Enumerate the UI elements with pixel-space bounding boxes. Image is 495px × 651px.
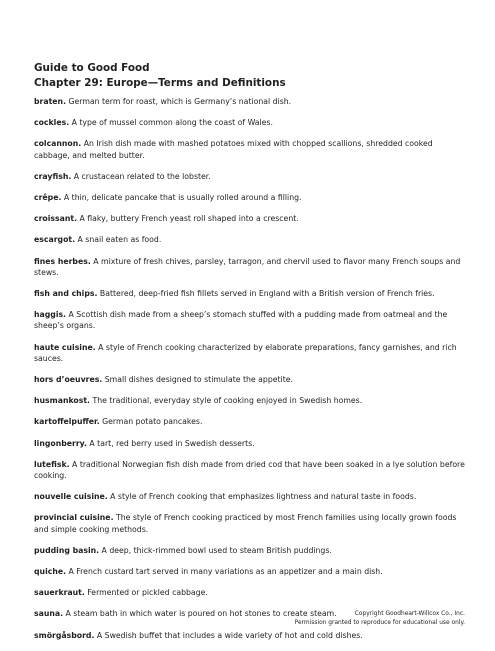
glossary-entry-fish-and-chips: [34, 288, 466, 299]
glossary-definition: A crustacean related to the lobster.: [71, 171, 211, 181]
glossary-entry-haggis: [34, 309, 466, 331]
glossary-term: croissant.: [34, 214, 78, 224]
glossary-term: nouvelle cuisine.: [34, 492, 108, 502]
glossary-definition: A style of French cooking that emphasizes lightness and natural taste in foods.: [107, 492, 417, 502]
glossary-definition: The traditional, everyday style of cooking enjoyed in Swedish homes.: [90, 396, 363, 406]
glossary-term: haggis.: [34, 310, 67, 320]
glossary-definition: A Scottish dish made from a sheep’s stomach stuffed with a pudding made from oatmeal and the sheep’s organs.: [34, 310, 448, 331]
glossary-entry-fines-herbes: [34, 256, 466, 278]
glossary-term: sauerkraut.: [34, 588, 85, 598]
glossary-term: smörgåsbord.: [34, 630, 95, 640]
glossary-term: quiche.: [34, 567, 67, 577]
glossary-definition: A tart, red berry used in Swedish desserts.: [86, 438, 255, 448]
terms-list: [34, 96, 466, 651]
glossary-term: crêpe.: [34, 193, 62, 203]
glossary-term: sauna.: [34, 609, 64, 619]
glossary-definition: A snail eaten as food.: [75, 235, 162, 245]
glossary-entry-sauerkraut: [34, 587, 466, 598]
glossary-definition: German term for roast, which is Germany’s national dish.: [66, 97, 292, 106]
glossary-term: crayfish.: [34, 171, 72, 181]
glossary-term: fines herbes.: [34, 256, 91, 266]
glossary-entry-croissant: [34, 213, 466, 224]
glossary-definition: The style of French cooking practiced by most French families using locally grown foods and simple cooking methods.: [34, 513, 457, 534]
glossary-definition: A steam bath in which water is poured on hot stones to create steam.: [63, 609, 337, 619]
chapter-title: Chapter 29: Europe—Terms and Definitions: [34, 77, 286, 89]
glossary-definition: German potato pancakes.: [99, 417, 203, 427]
glossary-entry-braten: [34, 96, 466, 107]
page-footer: [295, 610, 465, 627]
glossary-definition: A traditional Norwegian fish dish made from dried cod that have been soaked in a lye solution before cooking.: [34, 459, 465, 481]
glossary-term: lingonberry.: [34, 438, 87, 448]
glossary-term: escargot.: [34, 235, 76, 245]
glossary-entry-lutefisk: [34, 459, 466, 481]
glossary-definition: A deep, thick-rimmed bowl used to steam British puddings.: [99, 545, 332, 555]
glossary-definition: A French custard tart served in many variations as an appetizer and a main dish.: [66, 567, 383, 577]
glossary-term: provincial cuisine.: [34, 513, 114, 523]
glossary-entry-husmankost: [34, 395, 466, 406]
glossary-definition: Battered, deep-fried fish fillets served in England with a British version of French fries.: [97, 289, 435, 299]
glossary-entry-cockles: [34, 117, 466, 128]
glossary-definition: A style of French cooking characterized by elaborate preparations, fancy garnishes, and rich sauces.: [34, 342, 457, 363]
glossary-term: fish and chips.: [34, 289, 98, 299]
glossary-definition: Fermented or pickled cabbage.: [84, 588, 208, 598]
glossary-entry-provincial-cuisine: [34, 512, 466, 534]
glossary-term: husmankost.: [34, 396, 91, 406]
glossary-definition: Small dishes designed to stimulate the appetite.: [102, 375, 293, 385]
glossary-definition: A type of mussel common along the coast of Wales.: [69, 118, 273, 128]
glossary-term: kartoffelpuffer.: [34, 417, 100, 427]
glossary-entry-quiche: [34, 566, 466, 577]
guide-title: Guide to Good Food: [34, 62, 150, 74]
glossary-entry-lingonberry: [34, 438, 466, 449]
glossary-entry-haute-cuisine: [34, 342, 466, 364]
page-header: [34, 61, 464, 91]
permission-notice: Permission granted to reproduce for educational use only.: [294, 619, 465, 626]
glossary-entry-crepe: [34, 192, 466, 203]
glossary-term: colcannon.: [34, 139, 82, 149]
glossary-entry-smorgasbord: [34, 630, 466, 641]
glossary-entry-escargot: [34, 234, 466, 245]
glossary-definition: A mixture of fresh chives, parsley, tarragon, and chervil used to flavor many French soups and stews.: [34, 256, 461, 277]
glossary-term: hors d’oeuvres.: [34, 375, 103, 385]
glossary-term: pudding basin.: [34, 545, 100, 555]
glossary-term: braten.: [34, 97, 67, 106]
glossary-term: haute cuisine.: [34, 342, 96, 352]
glossary-entry-kartoffelpuffer: [34, 416, 466, 427]
glossary-entry-nouvelle-cuisine: [34, 491, 466, 502]
glossary-definition: A Swedish buffet that includes a wide variety of hot and cold dishes.: [94, 630, 363, 640]
glossary-definition: A thin, delicate pancake that is usually rolled around a filling.: [61, 193, 302, 203]
glossary-term: lutefisk.: [34, 459, 70, 469]
glossary-entry-pudding-basin: [34, 545, 466, 556]
copyright-notice: Copyright Goodheart-Willcox Co., Inc.: [354, 611, 465, 617]
glossary-entry-crayfish: [34, 171, 466, 182]
glossary-definition: An Irish dish made with mashed potatoes mixed with chopped scallions, shredded cooked cabbage, and melted butter.: [34, 139, 433, 160]
glossary-entry-hors-doeuvres: [34, 374, 466, 385]
glossary-term: cockles.: [34, 118, 70, 128]
glossary-entry-colcannon: [34, 138, 466, 160]
glossary-definition: A flaky, buttery French yeast roll shaped into a crescent.: [77, 214, 299, 224]
